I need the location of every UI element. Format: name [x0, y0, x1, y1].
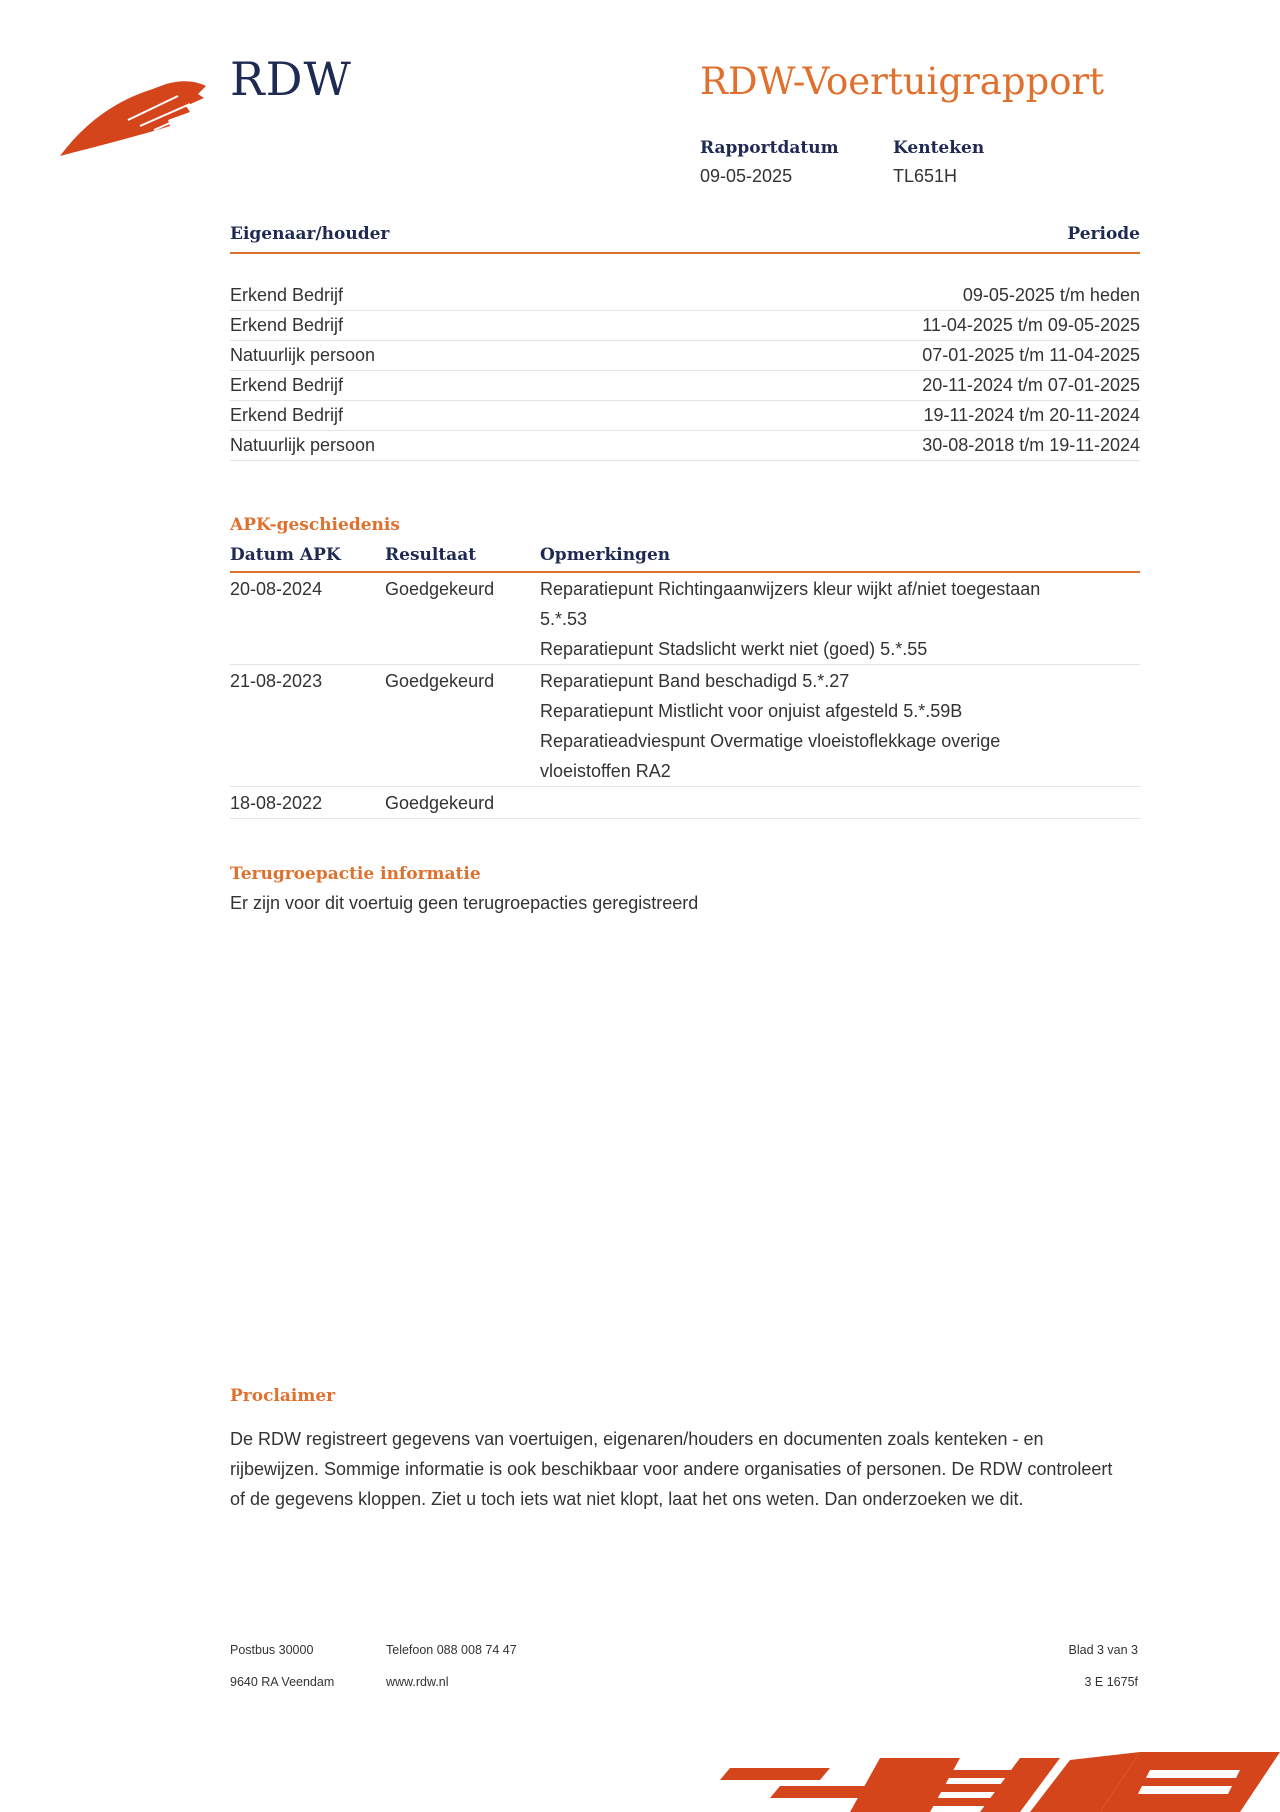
apk-row — [230, 665, 1140, 787]
apk-remarks — [540, 574, 1140, 664]
rdw-logo-icon — [58, 80, 208, 160]
proclaimer-title: Proclaimer — [230, 1386, 336, 1406]
apk-result: Goedgekeurd — [385, 671, 495, 691]
apk-date: 18-08-2022 — [230, 793, 323, 813]
report-date-block — [700, 138, 839, 187]
owner-row — [230, 401, 1140, 431]
owner-type: Erkend Bedrijf — [230, 375, 344, 395]
report-date-label: Rapportdatum — [700, 138, 839, 158]
footer-doc-code: 3 E 1675f — [1084, 1675, 1138, 1689]
apk-result: Goedgekeurd — [385, 793, 495, 813]
owner-period: 20-11-2024 t/m 07-01-2025 — [922, 375, 1140, 395]
recall-text: Er zijn voor dit voertuig geen terugroepacties geregistreerd — [230, 893, 699, 913]
footer-po-box: Postbus 30000 — [230, 1643, 314, 1657]
apk-result-column-header: Resultaat — [385, 545, 477, 565]
apk-remarks — [540, 666, 1140, 786]
apk-remarks — [540, 788, 1140, 818]
apk-remark-line: Reparatiepunt Stadslicht werkt niet (goed) 5.*.55 — [540, 639, 928, 659]
footer-phone: Telefoon 088 008 74 47 — [386, 1643, 517, 1657]
owner-row — [230, 431, 1140, 461]
owner-row — [230, 371, 1140, 401]
apk-remark-line: Reparatieadviespunt Overmatige vloeistoflekkage overige — [540, 731, 1001, 751]
apk-remarks-column-header: Opmerkingen — [540, 545, 671, 565]
owner-type: Erkend Bedrijf — [230, 405, 344, 425]
plate-value: TL651H — [893, 166, 958, 186]
apk-row — [230, 573, 1140, 665]
owner-column-header: Eigenaar/houder — [230, 224, 390, 244]
apk-remark-line: Reparatiepunt Richtingaanwijzers kleur wijkt af/niet toegestaan — [540, 579, 1041, 599]
owner-type: Erkend Bedrijf — [230, 315, 344, 335]
logo-text: RDW — [230, 52, 352, 106]
apk-table — [230, 573, 1140, 819]
owner-row — [230, 341, 1140, 371]
apk-table-header — [230, 545, 1140, 573]
owner-period: 19-11-2024 t/m 20-11-2024 — [923, 405, 1140, 425]
owner-type: Natuurlijk persoon — [230, 435, 376, 455]
apk-date-column-header: Datum APK — [230, 545, 341, 565]
apk-remark-line: Reparatiepunt Mistlicht voor onjuist afgesteld 5.*.59B — [540, 701, 963, 721]
apk-date: 21-08-2023 — [230, 671, 323, 691]
owner-period: 09-05-2025 t/m heden — [962, 285, 1140, 305]
plate-block — [893, 138, 984, 187]
owner-type: Erkend Bedrijf — [230, 285, 344, 305]
owner-period: 11-04-2025 t/m 09-05-2025 — [922, 315, 1140, 335]
report-date-value: 09-05-2025 — [700, 166, 793, 186]
apk-remark-line: 5.*.53 — [540, 609, 588, 629]
owner-type: Natuurlijk persoon — [230, 345, 376, 365]
owners-table — [230, 281, 1140, 461]
recall-section-title: Terugroepactie informatie — [230, 864, 481, 884]
period-column-header: Periode — [1067, 224, 1140, 244]
owners-table-header — [230, 224, 1140, 254]
apk-section-title: APK-geschiedenis — [230, 515, 400, 535]
footer-page-number: Blad 3 van 3 — [1068, 1643, 1138, 1657]
report-title: RDW-Voertuigrapport — [700, 60, 1105, 103]
apk-remark-line: Reparatiepunt Band beschadigd 5.*.27 — [540, 671, 850, 691]
owner-row — [230, 281, 1140, 311]
apk-row — [230, 787, 1140, 819]
decorative-stripes-icon — [720, 1740, 1280, 1812]
apk-date: 20-08-2024 — [230, 579, 323, 599]
plate-label: Kenteken — [893, 138, 985, 158]
apk-remark-line: vloeistoffen RA2 — [540, 761, 671, 781]
footer-website[interactable]: www.rdw.nl — [386, 1675, 449, 1689]
owner-period: 30-08-2018 t/m 19-11-2024 — [922, 435, 1140, 455]
proclaimer-text: De RDW registreert gegevens van voertuigen, eigenaren/houders en documenten zoals kenteken - en rijbewijzen. Sommige informatie is ook beschikbaar voor andere organisaties of personen. De RDW controleert of de gegevens kloppen. Ziet u toch iets wat niet klopt, laat het ons weten. Dan onderzoeken we dit. — [230, 1429, 1113, 1509]
footer-postal: 9640 RA Veendam — [230, 1675, 335, 1689]
owner-row — [230, 311, 1140, 341]
owner-period: 07-01-2025 t/m 11-04-2025 — [922, 345, 1140, 365]
apk-result: Goedgekeurd — [385, 579, 495, 599]
